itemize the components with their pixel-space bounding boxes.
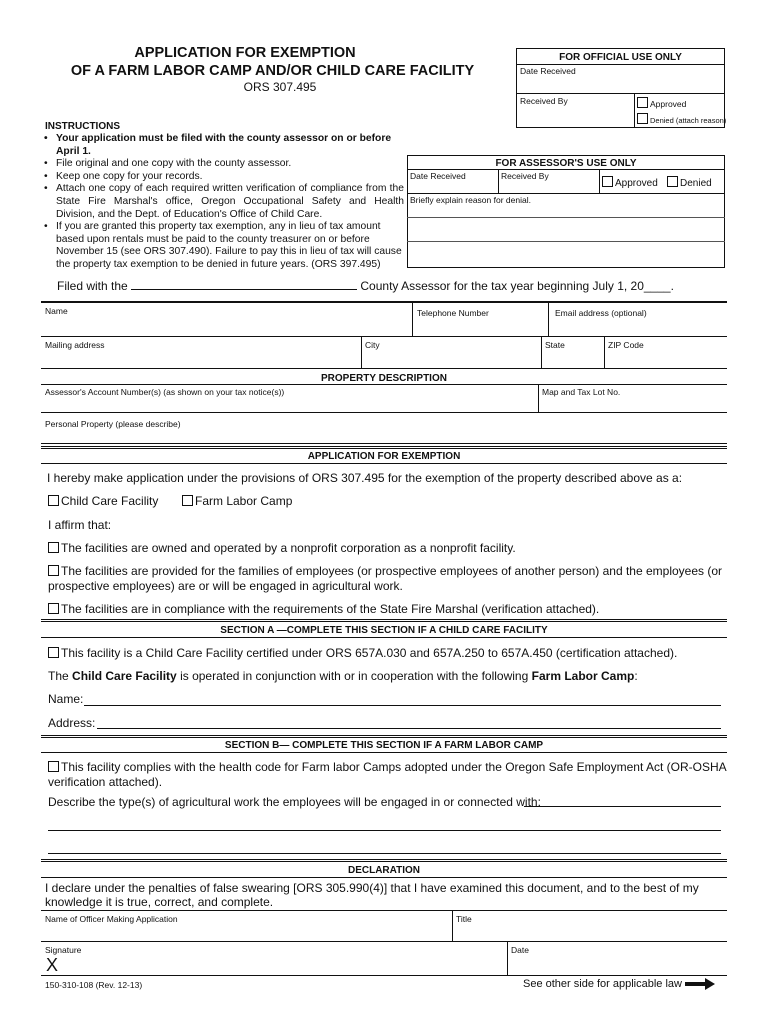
- section-a-cert[interactable]: This facility is a Child Care Facility certified under ORS 657A.030 and 657A.250 to 657A.450 (certification attached).: [48, 646, 728, 660]
- affirm-fire-marshal-checkbox[interactable]: [48, 603, 59, 614]
- section-b-comply-checkbox[interactable]: [48, 761, 59, 772]
- affirm-nonprofit[interactable]: The facilities are owned and operated by a nonprofit corporation as a nonprofit facility.: [48, 541, 728, 555]
- section-a-address-input[interactable]: [97, 728, 721, 729]
- name-label: Name: [45, 306, 68, 316]
- assessor-approved-checkbox[interactable]: [602, 176, 613, 187]
- section-a-heading: SECTION A —COMPLETE THIS SECTION IF A CHILD CARE FACILITY: [220, 625, 548, 636]
- affirm-families-checkbox[interactable]: [48, 565, 59, 576]
- affirm-label: I affirm that:: [48, 518, 112, 532]
- instruction-item: • Attach one copy of each required written verification of compliance from the State Fire Marshal's office, Oregon Occupational Safety and Health Division, and the Dept. of Education's Office of Child Care.: [42, 183, 404, 221]
- date-label: Date: [511, 945, 529, 955]
- signature-x-mark: X: [46, 955, 59, 975]
- assessor-received-by-label: Received By: [501, 171, 549, 181]
- zip-label: ZIP Code: [608, 340, 644, 350]
- assessor-approved[interactable]: Approved: [602, 176, 658, 189]
- instruction-item: • File original and one copy with the county assessor.: [42, 158, 412, 171]
- account-number-label: Assessor's Account Number(s) (as shown on your tax notice(s)): [45, 387, 285, 397]
- official-received-by-label: Received By: [520, 96, 568, 106]
- application-intro: I hereby make application under the provisions of ORS 307.495 for the exemption of the property described above as a:: [47, 471, 683, 485]
- mailing-address-label: Mailing address: [45, 340, 105, 350]
- official-approved-checkbox[interactable]: [637, 97, 648, 108]
- affirm-fire-marshal[interactable]: The facilities are in compliance with the requirements of the State Fire Marshal (verification attached).: [48, 602, 728, 616]
- city-label: City: [365, 340, 380, 350]
- instructions-heading: INSTRUCTIONS: [45, 121, 120, 132]
- section-a-name-label: Name:: [48, 692, 84, 706]
- form-number: 150-310-108 (Rev. 12-13): [45, 980, 143, 990]
- property-heading: PROPERTY DESCRIPTION: [321, 373, 447, 384]
- describe-input-line-2[interactable]: [48, 830, 721, 831]
- signature-label: Signature: [45, 945, 82, 955]
- assessor-use-heading: FOR ASSESSOR'S USE ONLY: [495, 158, 637, 169]
- farm-labor-option[interactable]: Farm Labor Camp: [182, 494, 292, 508]
- farm-labor-checkbox[interactable]: [182, 495, 193, 506]
- instruction-item: • Your application must be filed with the county assessor on or before April 1.: [42, 133, 412, 158]
- instruction-item: • Keep one copy for your records.: [42, 171, 412, 184]
- official-denied-checkbox[interactable]: [637, 113, 648, 124]
- form-title-line2: OF A FARM LABOR CAMP AND/OR CHILD CARE FACILITY: [70, 63, 475, 79]
- declaration-text: I declare under the penalties of false swearing [ORS 305.990(4)] that I have examined this document, and to the best of my knowledge it is true, correct, and complete.: [45, 881, 699, 909]
- section-a-name-input[interactable]: [84, 705, 721, 706]
- section-b-comply[interactable]: This facility complies with the health code for Farm labor Camps adopted under the Oregon Safe Employment Act (OR-OSHA verification attached).: [48, 760, 726, 789]
- assessor-denied-checkbox[interactable]: [667, 176, 678, 187]
- telephone-label: Telephone Number: [417, 308, 489, 318]
- assessor-date-received-label: Date Received: [410, 171, 466, 181]
- affirm-families[interactable]: The facilities are provided for the families of employees (or prospective employees of another person) and the employees (or prospective employees) are or will be engaged in agricultural work.: [48, 564, 723, 593]
- assessor-reason-label: Briefly explain reason for denial.: [410, 195, 531, 205]
- form-title-line1: APPLICATION FOR EXEMPTION: [134, 45, 356, 61]
- section-a-operated: The Child Care Facility is operated in conjunction with or in cooperation with the following Farm Labor Camp:: [48, 669, 638, 683]
- official-denied[interactable]: Denied (attach reason): [637, 113, 726, 125]
- describe-input-line-3[interactable]: [48, 853, 721, 854]
- instruction-item: • If you are granted this property tax exemption, any in lieu of tax amount based upon rentals must be paid to the county treasurer on or before November 15 (see ORS 307.490). Failure to pay this in lieu of tax will cause the property tax exemption to be denied in future years. (ORS 397.495): [42, 221, 404, 271]
- describe-input-line-1[interactable]: [524, 806, 721, 807]
- filed-with-line: [57, 277, 727, 293]
- declaration-heading: DECLARATION: [347, 865, 421, 876]
- child-care-checkbox[interactable]: [48, 495, 59, 506]
- section-b-heading: SECTION B— COMPLETE THIS SECTION IF A FARM LABOR CAMP: [224, 740, 544, 751]
- filed-with-prefix: Filed with the: [57, 279, 128, 293]
- child-care-option[interactable]: Child Care Facility: [48, 494, 158, 508]
- official-use-heading: FOR OFFICIAL USE ONLY: [559, 52, 682, 63]
- instructions-list: [42, 133, 412, 272]
- form-statute: ORS 307.495: [243, 80, 317, 94]
- filed-with-suffix: County Assessor for the tax year beginning July 1, 20____.: [360, 279, 674, 293]
- section-a-address-label: Address:: [48, 716, 96, 730]
- application-heading: APPLICATION FOR EXEMPTION: [307, 451, 461, 462]
- state-label: State: [545, 340, 565, 350]
- officer-name-label: Name of Officer Making Application: [45, 914, 178, 924]
- affirm-nonprofit-checkbox[interactable]: [48, 542, 59, 553]
- see-other-side: See other side for applicable law: [523, 978, 715, 990]
- assessor-denied[interactable]: Denied: [667, 176, 712, 189]
- personal-property-label: Personal Property (please describe): [45, 419, 181, 429]
- arrow-right-icon: [685, 978, 715, 990]
- official-approved[interactable]: Approved: [637, 97, 686, 109]
- title-label: Title: [456, 914, 472, 924]
- section-b-describe-label: Describe the type(s) of agricultural work the employees will be engaged in or connected with:: [48, 795, 541, 809]
- email-label: Email address (optional): [555, 308, 647, 318]
- official-date-received-label: Date Received: [520, 66, 576, 76]
- section-a-cert-checkbox[interactable]: [48, 647, 59, 658]
- map-tax-lot-label: Map and Tax Lot No.: [542, 387, 621, 397]
- county-input[interactable]: [131, 277, 357, 290]
